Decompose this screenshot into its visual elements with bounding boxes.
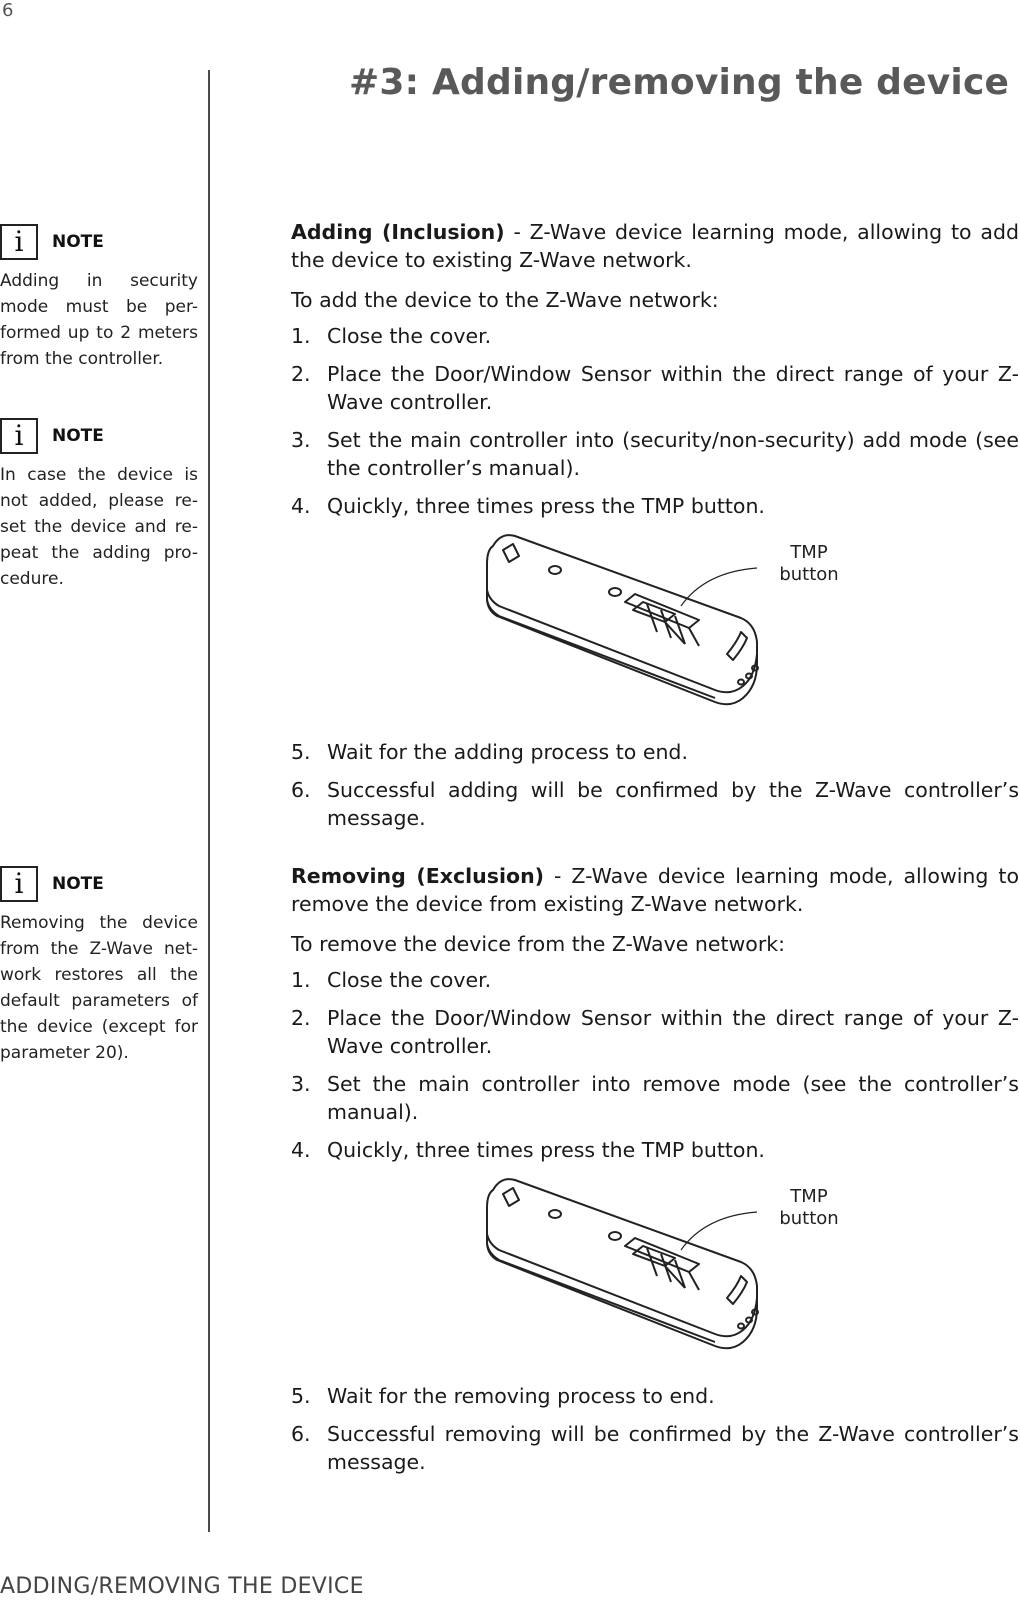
step-item: [291, 1136, 1019, 1164]
removing-lead: [291, 862, 1019, 918]
step-number: 3.: [291, 1072, 311, 1096]
step-number: 1.: [291, 968, 311, 992]
step-item: [291, 966, 1019, 994]
step-text: Close the cover.: [327, 968, 492, 992]
step-item: [291, 492, 1019, 520]
step-number: 5.: [291, 740, 311, 764]
step-text: Close the cover.: [327, 324, 492, 348]
step-number: 1.: [291, 324, 311, 348]
step-number: 3.: [291, 428, 311, 452]
tmp-button-label: [769, 1186, 849, 1230]
tmp-label-line: button: [779, 564, 839, 585]
adding-intro: To add the device to the Z-Wave network:: [291, 288, 719, 312]
step-text: Quickly, three times press the TMP button.: [327, 1138, 765, 1162]
note-label: NOTE: [52, 874, 104, 894]
step-text: Set the main controller into (security/non-security) add mode (see the controller’s manual).: [327, 428, 1019, 480]
page-footer: ADDING/REMOVING THE DEVICE: [0, 1574, 364, 1599]
step-item: [291, 1070, 1019, 1126]
adding-steps-continued: [291, 738, 1019, 832]
step-item: [291, 322, 1019, 350]
step-number: 2.: [291, 362, 311, 386]
page-number: 6: [2, 0, 14, 21]
step-item: [291, 1420, 1019, 1476]
step-text: Wait for the adding process to end.: [327, 740, 688, 764]
step-number: 6.: [291, 778, 311, 802]
info-icon: i: [0, 418, 38, 454]
adding-section: [291, 218, 1019, 842]
info-icon: i: [0, 224, 38, 260]
removing-description: - Z-Wave device learning mode, allowing to remove the device from existing Z-Wave network.: [291, 864, 1019, 916]
step-item: [291, 426, 1019, 482]
step-text: Wait for the removing process to end.: [327, 1384, 715, 1408]
note-text: Removing the device from the Z-Wave net-work restores all the default parameters of the device (except for parameter 20).: [0, 913, 198, 1063]
step-text: Quickly, three times press the TMP button.: [327, 494, 765, 518]
removing-section: [291, 862, 1019, 1486]
door-window-sensor-icon: [475, 1178, 765, 1354]
step-item: [291, 1004, 1019, 1060]
step-number: 5.: [291, 1384, 311, 1408]
adding-description: - Z-Wave device learning mode, allowing to add the device to existing Z-Wave network.: [291, 220, 1019, 272]
step-item: [291, 738, 1019, 766]
tmp-label-line: TMP: [790, 1186, 828, 1207]
adding-heading: Adding (Inclusion): [291, 220, 505, 244]
note-label: NOTE: [52, 232, 104, 252]
step-text: Set the main controller into remove mode (see the controller’s manual).: [327, 1072, 1019, 1124]
step-text: Successful adding will be confirmed by the Z-Wave controller’s message.: [327, 778, 1019, 830]
note-text: Adding in security mode must be per-formed up to 2 meters from the controller.: [0, 271, 198, 369]
info-icon: i: [0, 866, 38, 902]
adding-steps: [291, 322, 1019, 520]
step-text: Place the Door/Window Sensor within the direct range of your Z-Wave controller.: [327, 1006, 1019, 1058]
adding-lead: [291, 218, 1019, 274]
step-text: Place the Door/Window Sensor within the direct range of your Z-Wave controller.: [327, 362, 1019, 414]
step-number: 4.: [291, 1138, 311, 1162]
note-removing-restores: [0, 864, 198, 1066]
step-item: [291, 360, 1019, 416]
sensor-illustration: [291, 530, 1019, 730]
door-window-sensor-icon: [475, 534, 765, 710]
step-item: [291, 1382, 1019, 1410]
removing-intro: To remove the device from the Z-Wave network:: [291, 932, 786, 956]
step-number: 2.: [291, 1006, 311, 1030]
step-item: [291, 776, 1019, 832]
step-number: 6.: [291, 1422, 311, 1446]
note-label: NOTE: [52, 426, 104, 446]
tmp-button-label: [769, 542, 849, 586]
removing-steps-continued: [291, 1382, 1019, 1476]
column-divider: [208, 70, 210, 1532]
note-security-range: [0, 222, 198, 372]
step-text: Successful removing will be confirmed by the Z-Wave controller’s message.: [327, 1422, 1019, 1474]
removing-heading: Removing (Exclusion): [291, 864, 545, 888]
tmp-label-line: TMP: [790, 542, 828, 563]
tmp-label-line: button: [779, 1208, 839, 1229]
note-not-added: [0, 416, 198, 592]
removing-steps: [291, 966, 1019, 1164]
sensor-illustration: [291, 1174, 1019, 1374]
note-text: In case the device is not added, please re-set the device and re-peat the adding pro-cedure.: [0, 465, 198, 589]
step-number: 4.: [291, 494, 311, 518]
page-title: #3: Adding/removing the device: [349, 62, 1010, 103]
